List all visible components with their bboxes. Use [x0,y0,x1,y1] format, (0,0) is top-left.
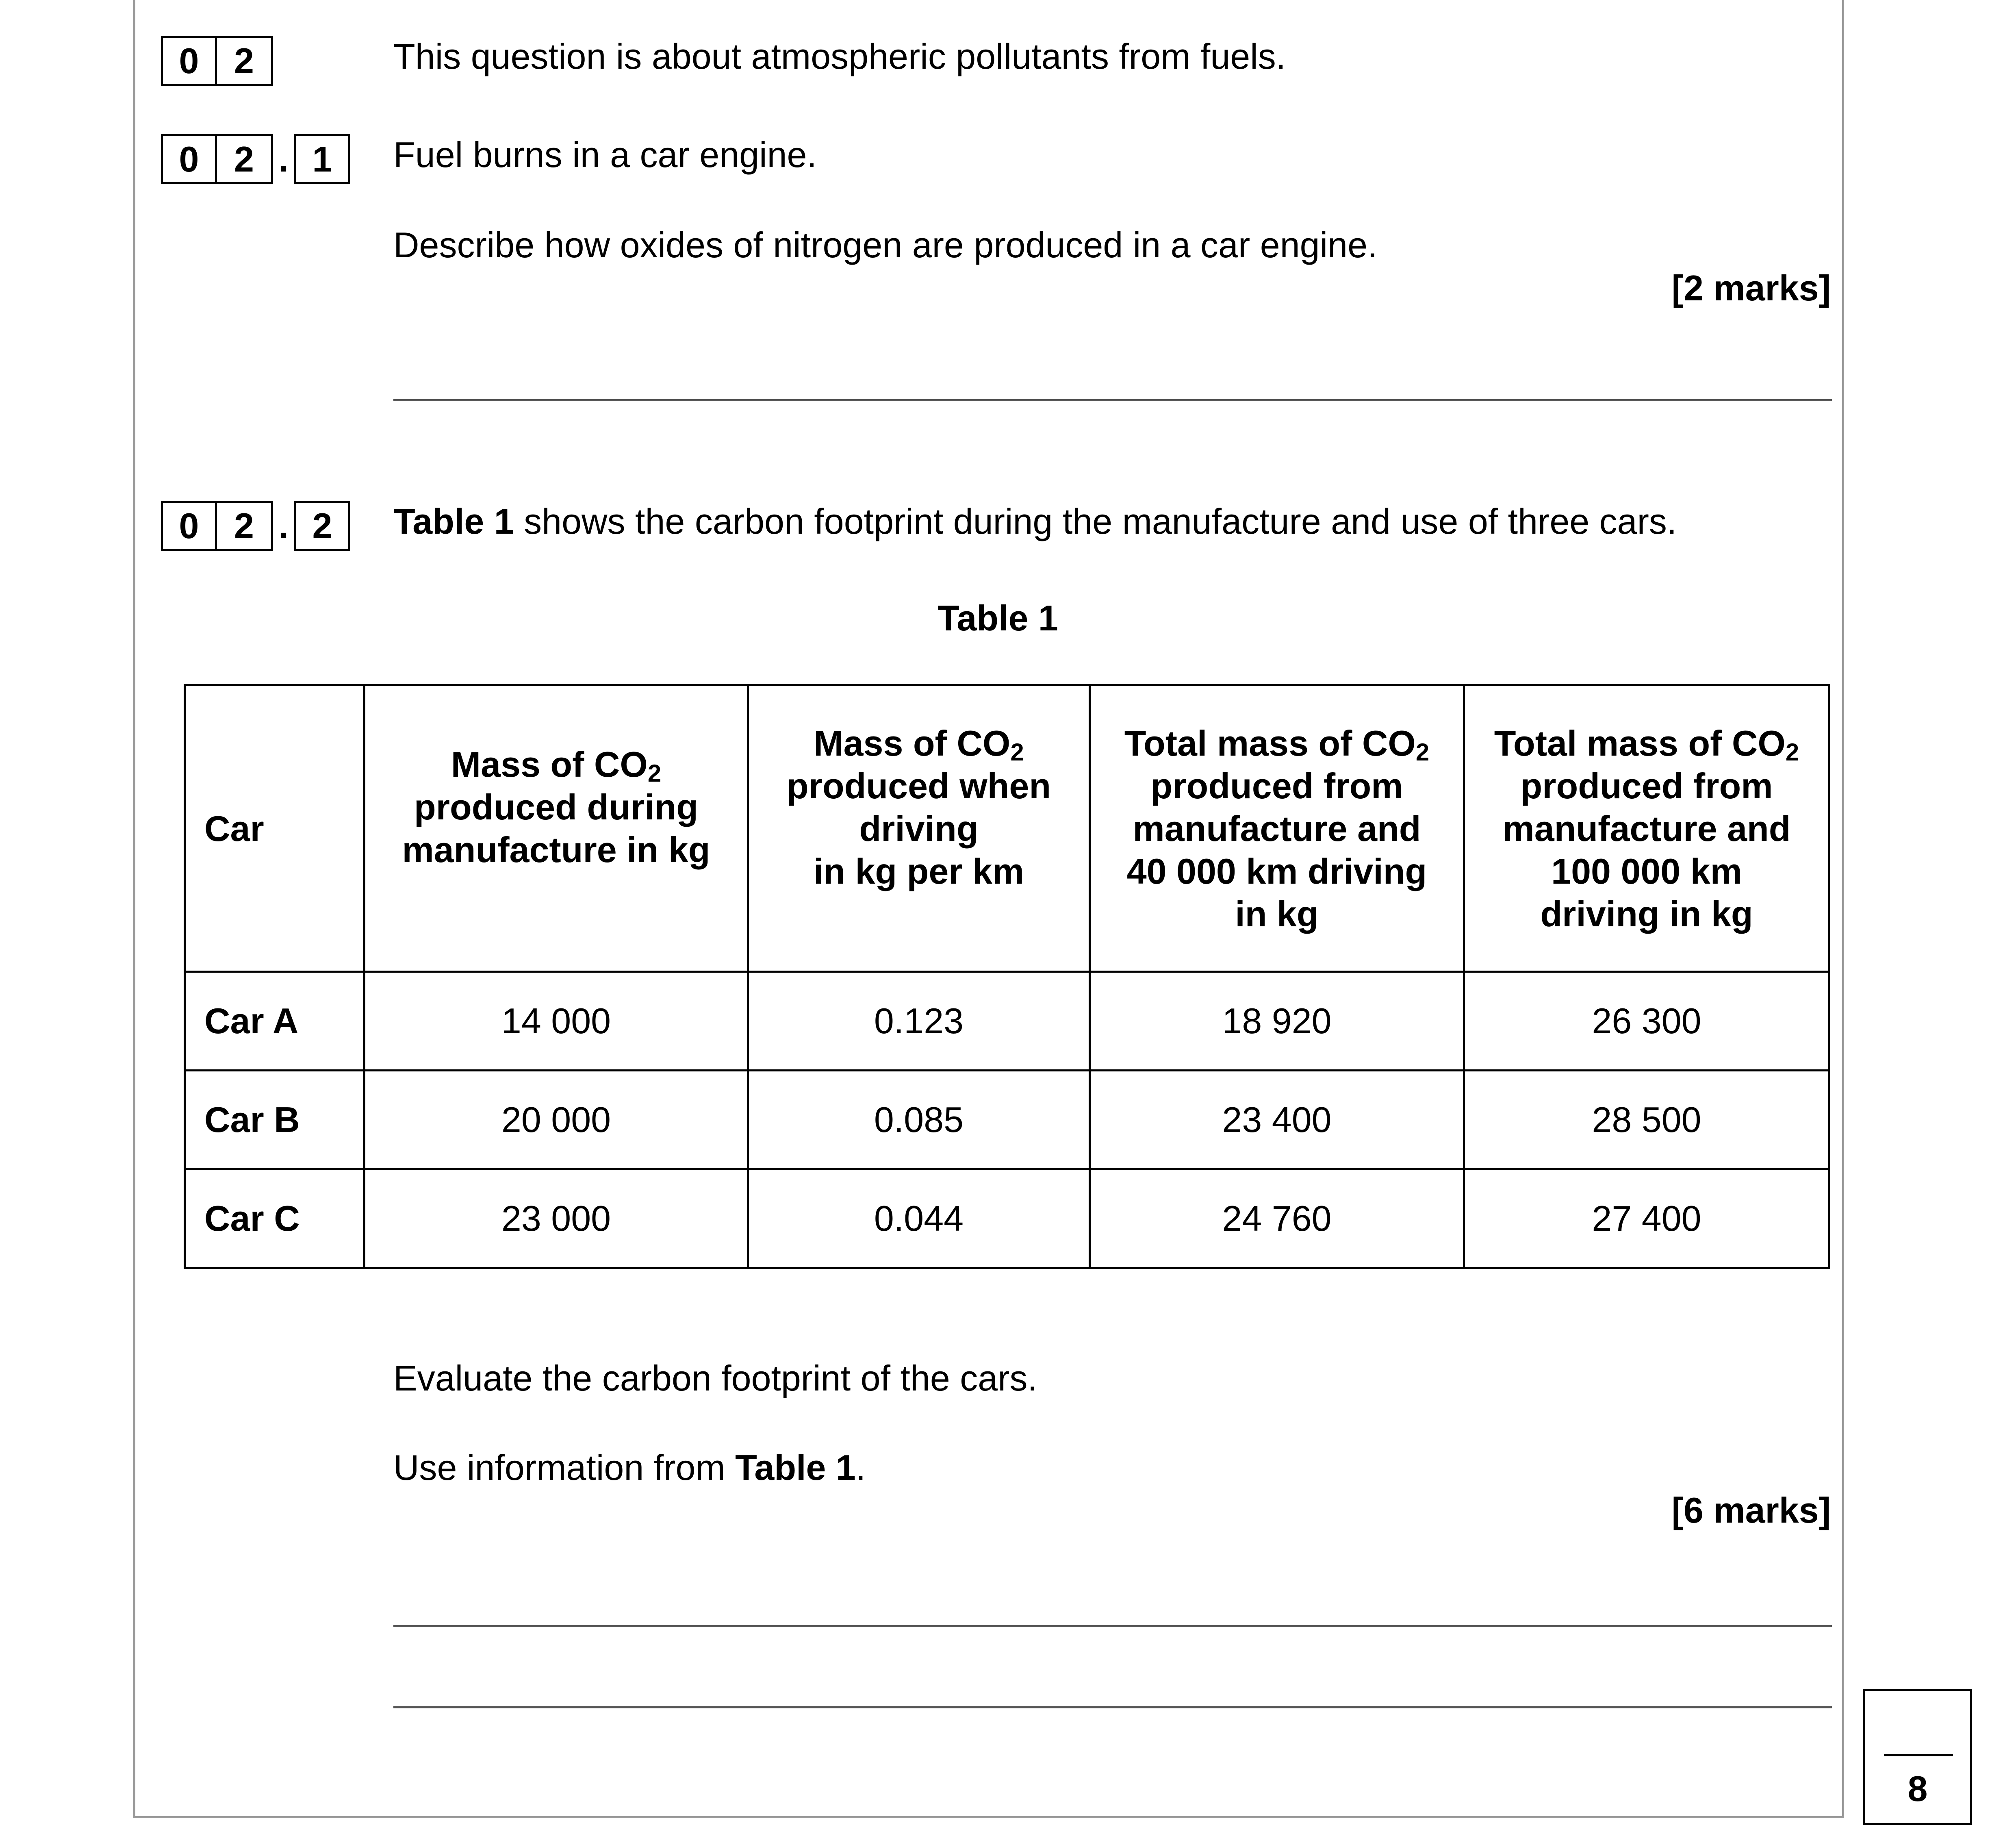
header-text: produced during [414,787,699,827]
part1-digit: 2 [217,134,273,184]
question-intro: This question is about atmospheric pollutants from fuels. [393,36,1286,76]
part1-digit: 0 [161,134,217,184]
header-text: produced from [1520,765,1773,806]
header-text: in kg [1235,893,1319,934]
carbon-footprint-table [184,684,1830,1269]
header-text: driving [859,808,979,849]
part2-intro [393,501,1677,542]
part2-dot: . [278,506,289,546]
prompt2-punct: . [855,1447,866,1488]
header-text: 100 000 km [1551,851,1742,891]
part2-prompt2 [393,1447,866,1488]
part2-digit: 2 [294,501,350,551]
header-text: Mass of CO [814,723,1011,763]
cell-car: Car A [185,972,365,1071]
prompt2-text: Use information from [393,1447,736,1488]
cell-car: Car B [185,1071,365,1169]
header-text: Mass of CO [451,744,648,784]
header-subscript: 2 [1010,738,1024,766]
cell-manufacture: 20 000 [365,1071,748,1169]
score-total: 8 [1907,1769,1928,1809]
cell-total-40k: 23 400 [1090,1071,1464,1169]
part2-digit: 2 [217,501,273,551]
table-row [185,972,1829,1071]
header-car: Car [185,685,365,972]
part2-intro-text: shows the carbon footprint during the manufacture and use of three cars. [514,501,1677,541]
table-row [185,1071,1829,1169]
part1-marks: [2 marks] [1671,268,1831,308]
header-text: manufacture and [1133,808,1421,849]
part2-answer-line[interactable] [393,1706,1832,1708]
table-header-row [185,685,1829,972]
part1-number-box [161,134,350,184]
part2-prompt1: Evaluate the carbon footprint of the cars. [393,1358,1037,1398]
cell-total-100k: 27 400 [1464,1169,1829,1268]
question-digit: 0 [161,36,217,86]
header-text: driving in kg [1540,893,1753,934]
part2-answer-line[interactable] [393,1625,1832,1627]
cell-car: Car C [185,1169,365,1268]
score-box [1863,1689,1972,1825]
header-text: in kg per km [813,851,1024,891]
part1-line2: Describe how oxides of nitrogen are produced in a car engine. [393,225,1378,265]
part1-line1: Fuel burns in a car engine. [393,135,817,175]
header-manufacture [365,685,748,972]
cell-per-km: 0.085 [748,1071,1090,1169]
part2-digit: 0 [161,501,217,551]
cell-total-100k: 28 500 [1464,1071,1829,1169]
cell-per-km: 0.044 [748,1169,1090,1268]
cell-total-40k: 18 920 [1090,972,1464,1071]
header-text: produced when [786,765,1051,806]
part1-digit: 1 [294,134,350,184]
cell-total-100k: 26 300 [1464,972,1829,1071]
cell-manufacture: 23 000 [365,1169,748,1268]
header-text: manufacture and [1502,808,1791,849]
part1-dot: . [278,139,289,179]
header-total-100k [1464,685,1829,972]
part2-marks: [6 marks] [1671,1490,1831,1530]
cell-total-40k: 24 760 [1090,1169,1464,1268]
cell-manufacture: 14 000 [365,972,748,1071]
header-subscript: 2 [1415,738,1430,766]
part2-number-box [161,501,350,551]
header-subscript: 2 [647,760,662,787]
prompt2-table-ref: Table 1 [735,1447,856,1488]
header-per-km [748,685,1090,972]
score-divider [1884,1754,1953,1756]
question-number-box [161,36,273,86]
table-row [185,1169,1829,1268]
question-digit: 2 [217,36,273,86]
table-title: Table 1 [937,598,1058,638]
part1-answer-line[interactable] [393,399,1832,401]
header-text: Total mass of CO [1494,723,1786,763]
header-total-40k [1090,685,1464,972]
header-text: produced from [1150,765,1403,806]
header-text: 40 000 km driving [1126,851,1427,891]
header-text: Total mass of CO [1124,723,1416,763]
part2-intro-table-ref: Table 1 [393,501,514,541]
header-subscript: 2 [1785,738,1799,766]
cell-per-km: 0.123 [748,972,1090,1071]
header-text: manufacture in kg [402,830,710,870]
